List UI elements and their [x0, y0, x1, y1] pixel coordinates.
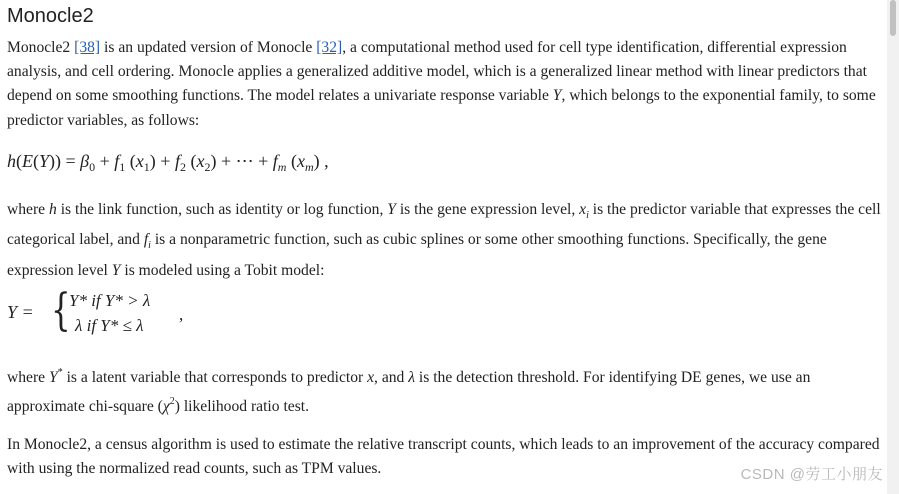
reference-link-38[interactable]: [38]: [74, 39, 101, 56]
tobit-brace: {: [51, 285, 71, 336]
equation-gam: $h(E(Y)) = \beta_0 + f_1$ $(x_1) + f_2$ $(x_2)$ + ⋯ + $f_m$ $(x_m)$ ,: [7, 151, 329, 174]
reference-link-32[interactable]: [32]: [316, 39, 343, 56]
tobit-case-1: Y* if Y* > λ: [69, 291, 151, 310]
paragraph-census: In Monocle2, a census algorithm is used to estimate the relative transcript counts, which leads to an improvement of the accuracy compared with using the normalized read counts, such as TPM values.: [7, 436, 880, 478]
paragraph-intro: Monocle2 [38] is an updated version of Monocle [32], a computational method used for cell type identification, differential expression analysis, and cell ordering. Monocle applies a generalized additive model, which is a generalized linear method with linear predictors that depend on some smoothing functions. The model relates a univariate response variable Y, which belongs to the exponential family, to some predictor variables, as follows:: [7, 39, 876, 129]
tobit-lhs: Y =: [7, 302, 34, 322]
paragraph-link-function: where h is the link function, such as identity or log function, Y is the gene expression level, $x_i$ is the predictor variable that expresses the cell categorical label, and $f_i$ is a nonparametric function, such as cubic splines or some other smoothing functions. Specifically, the gene expression level Y is modeled using a Tobit model:: [7, 201, 881, 279]
tobit-case-2: λ if Y* ≤ λ: [75, 316, 144, 335]
scrollbar-thumb[interactable]: [890, 0, 896, 36]
math-y: Y: [552, 87, 562, 105]
tobit-comma: ,: [179, 305, 184, 324]
watermark: CSDN @劳工小朋友: [740, 466, 883, 483]
section-heading: Monocle2: [7, 5, 94, 27]
paragraph-latent-variable: where Y* is a latent variable that corresponds to predictor x, and λ is the detection threshold. For identifying DE genes, we use an approximate chi-square $(\chi^2)$ likelihood ratio test.: [7, 367, 811, 416]
vertical-scrollbar[interactable]: [887, 0, 899, 494]
